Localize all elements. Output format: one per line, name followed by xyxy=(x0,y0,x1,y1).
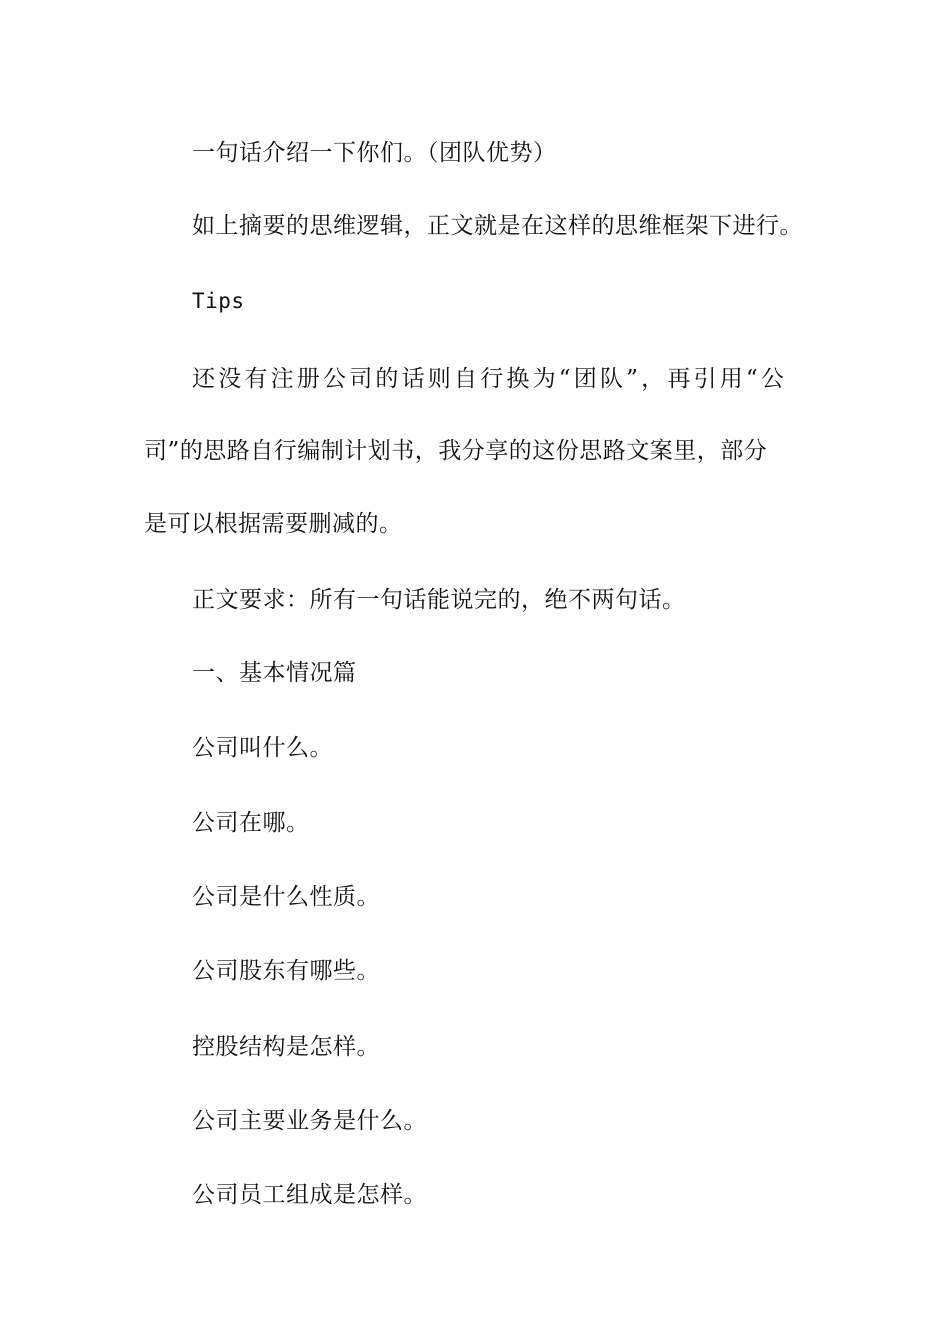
paragraph-tips-heading: Tips xyxy=(192,289,245,313)
list-item-company-name: 公司叫什么。 xyxy=(192,735,333,761)
list-item-holding-structure: 控股结构是怎样。 xyxy=(192,1034,380,1060)
paragraph-tips-line-1: 还没有注册公司的话则自行换为“团队”，再引用“公 xyxy=(192,366,788,392)
list-item-shareholders: 公司股东有哪些。 xyxy=(192,958,380,984)
list-item-staff-composition: 公司员工组成是怎样。 xyxy=(192,1182,427,1208)
section-heading-basic-info: 一、基本情况篇 xyxy=(192,660,357,686)
list-item-company-location: 公司在哪。 xyxy=(192,810,310,836)
paragraph-tips-line-3: 是可以根据需要删减的。 xyxy=(144,511,403,537)
paragraph-team-intro: 一句话介绍一下你们。（团队优势） xyxy=(192,140,557,166)
paragraph-tips-line-2: 司”的思路自行编制计划书，我分享的这份思路文案里，部分 xyxy=(144,438,768,464)
paragraph-summary-logic: 如上摘要的思维逻辑，正文就是在这样的思维框架下进行。 xyxy=(192,213,803,239)
paragraph-body-requirement: 正文要求：所有一句话能说完的，绝不两句话。 xyxy=(192,587,686,613)
list-item-main-business: 公司主要业务是什么。 xyxy=(192,1108,427,1134)
list-item-company-nature: 公司是什么性质。 xyxy=(192,884,380,910)
